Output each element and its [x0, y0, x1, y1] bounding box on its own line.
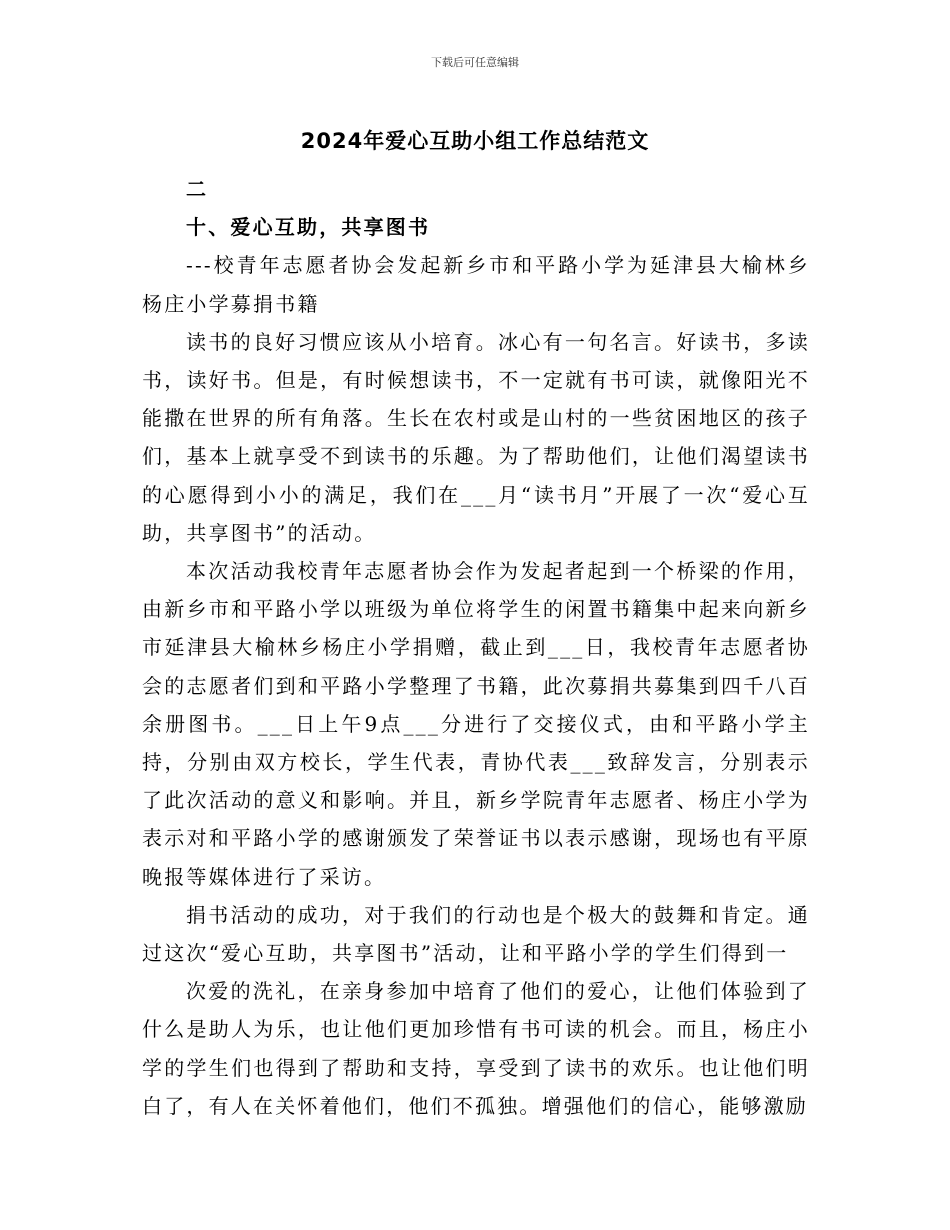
section-marker: 二 [186, 177, 209, 201]
paragraph-3: 捐书活动的成功，对于我们的行动也是个极大的鼓舞和肯定。通过这次“爱心互助，共享图书”活动，让和平路小学的学生们得到一 [142, 902, 810, 966]
page-header-note: 下载后可任意编辑 [431, 56, 519, 69]
document-title: 2024年爱心互助小组工作总结范文 [300, 129, 650, 153]
section-subtitle: ---校青年志愿者协会发起新乡市和平路小学为延津县大榆林乡杨庄小学募捐书籍 [142, 253, 810, 316]
paragraph-1: 读书的良好习惯应该从小培育。冰心有一句名言。好读书，多读书，读好书。但是，有时候想读书，不一定就有书可读，就像阳光不能撒在世界的所有角落。生长在农村或是山村的一些贫困地区的孩子们，基本上就享受不到读书的乐趣。为了帮助他们，让他们渴望读书的心愿得到小小的满足，我们在___月“读书月”开展了一次“爱心互助，共享图书”的活动。 [142, 329, 810, 545]
paragraph-4: 次爱的洗礼，在亲身参加中培育了他们的爱心，让他们体验到了什么是助人为乐，也让他们更加珍惜有书可读的机会。而且，杨庄小学的学生们也得到了帮助和支持，享受到了读书的欢乐。也让他们明白了，有人在关怀着他们，他们不孤独。增强他们的信心，能够激励 [142, 979, 810, 1118]
document-body [142, 170, 810, 1125]
section-heading: 十、爱心互助，共享图书 [186, 215, 431, 240]
paragraph-2: 本次活动我校青年志愿者协会作为发起者起到一个桥梁的作用，由新乡市和平路小学以班级为单位将学生的闲置书籍集中起来向新乡市延津县大榆林乡杨庄小学捐赠，截止到___日，我校青年志愿者协会的志愿者们到和平路小学整理了书籍，此次募捐共募集到四千八百余册图书。___日上午9点___分进行了交接仪式，由和平路小学主持，分别由双方校长，学生代表，青协代表___致辞发言，分别表示了此次活动的意义和影响。并且，新乡学院青年志愿者、杨庄小学为表示对和平路小学的感谢颁发了荣誉证书以表示感谢，现场也有平原晚报等媒体进行了采访。 [142, 559, 810, 889]
